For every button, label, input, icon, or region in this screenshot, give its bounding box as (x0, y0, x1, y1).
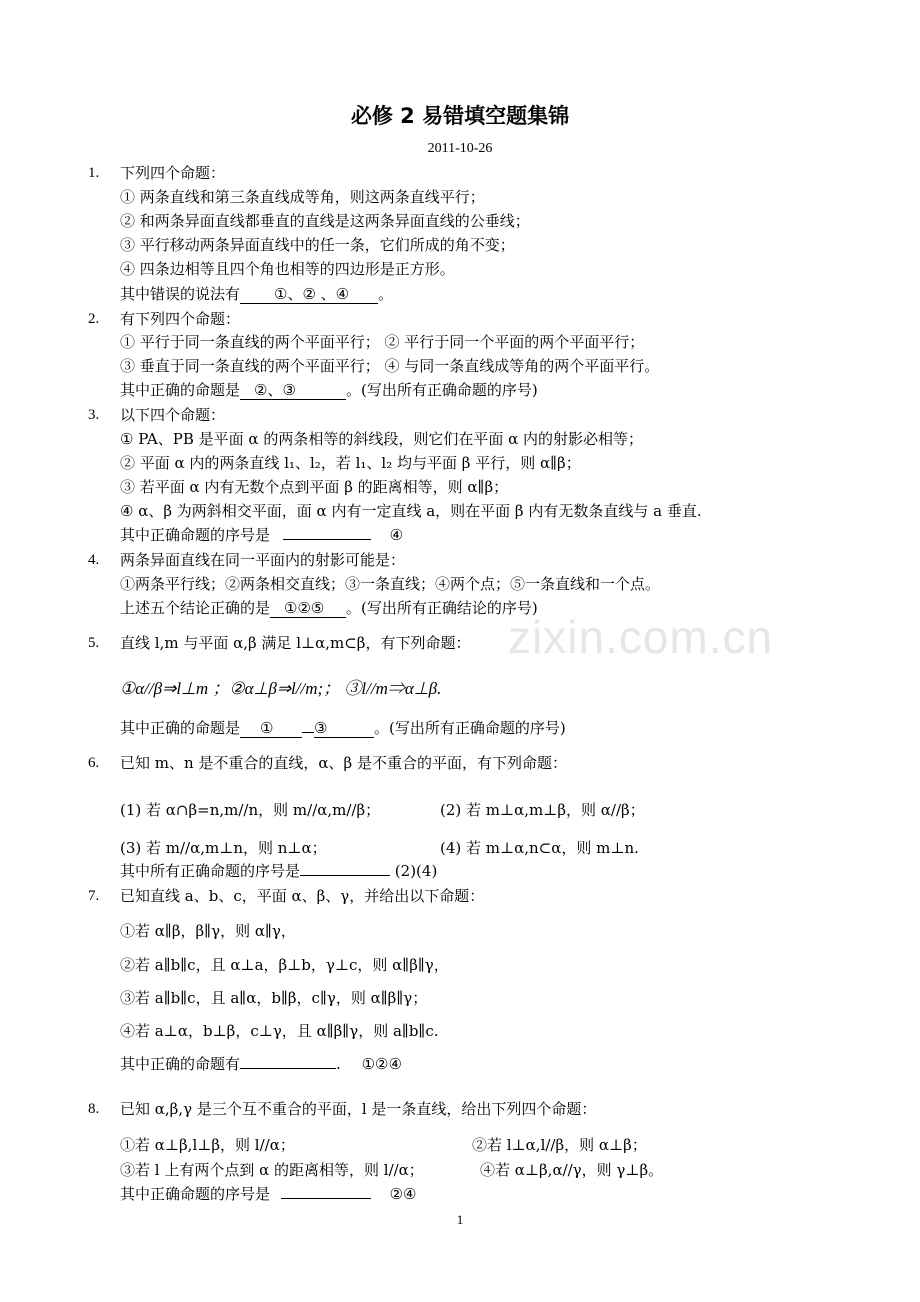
q5-answer-prefix: 其中正确的命题是 (120, 719, 241, 737)
q2-answer-suffix: 。(写出所有正确命题的序号) (346, 381, 538, 399)
q6-answer: (2)(4) (394, 862, 438, 880)
q6-answer-blank (300, 861, 390, 876)
q2-answer: ②、③ (240, 382, 346, 400)
page-date: 2011-10-26 (427, 141, 493, 156)
q2-stem: 有下列四个命题： (120, 310, 241, 328)
q1-stem: 下列四个命题： (120, 164, 226, 182)
q4-answer-line (120, 598, 538, 618)
q2-number: 2. (88, 311, 100, 327)
q8-answer-line (120, 1184, 416, 1204)
q7-number: 7. (88, 888, 100, 904)
q5-answer-1: ① (240, 720, 302, 738)
q3-answer: ④ (389, 526, 404, 544)
q3-stem: 以下四个命题： (120, 406, 226, 424)
q5-answer-2: ③ (314, 720, 374, 738)
q7-item-2: ②若 a∥b∥c，且 α⊥a，β⊥b，γ⊥c，则 α∥β∥γ， (120, 956, 449, 974)
q1-item-4: ④ 四条边相等且四个角也相等的四边形是正方形。 (120, 260, 455, 278)
q8-item-2: ②若 l⊥α,l//β，则 α⊥β； (472, 1136, 647, 1154)
page-title: 必修 2 易错填空题集锦 (350, 104, 570, 128)
q1-answer-prefix: 其中错误的说法有 (120, 285, 241, 303)
q3-number: 3. (88, 407, 100, 423)
q6-number: 6. (88, 755, 100, 771)
q6-answer-prefix: 其中所有正确命题的序号是 (120, 862, 301, 880)
page-number: 1 (456, 1212, 464, 1227)
q8-item-4: ④若 α⊥β,α//γ，则 γ⊥β。 (480, 1161, 664, 1179)
q4-stem: 两条异面直线在同一平面内的射影可能是： (120, 551, 406, 569)
q4-number: 4. (88, 552, 100, 568)
q3-answer-prefix: 其中正确命题的序号是 (120, 526, 271, 544)
q6-item-3: (3) 若 m//α,m⊥n，则 n⊥α； (120, 839, 327, 857)
q7-item-3: ③若 a∥b∥c，且 a∥α，b∥β，c∥γ，则 α∥β∥γ； (120, 989, 428, 1007)
q2-answer-line (120, 380, 538, 400)
q4-answer-prefix: 上述五个结论正确的是 (120, 599, 271, 617)
q7-stem: 已知直线 a、b、c，平面 α、β、γ，并给出以下命题： (120, 887, 485, 905)
q3-item-3: ③ 若平面 α 内有无数个点到平面 β 的距离相等，则 α∥β； (120, 478, 509, 496)
q7-item-1: ①若 α∥β，β∥γ，则 α∥γ， (120, 922, 296, 940)
q1-answer-suffix: 。 (378, 285, 394, 303)
q8-answer-prefix: 其中正确命题的序号是 (120, 1185, 271, 1203)
q6-answer-line (120, 861, 437, 881)
q8-stem: 已知 α,β,γ 是三个互不重合的平面，l 是一条直线，给出下列四个命题： (120, 1100, 597, 1118)
q4-item-1: ①两条平行线；②两条相交直线；③一条直线；④两个点；⑤一条直线和一个点。 (120, 575, 661, 593)
q3-item-1: ① PA、PB 是平面 α 的两条相等的斜线段，则它们在平面 α 内的射影必相等； (120, 430, 643, 448)
q4-answer-suffix: 。(写出所有正确结论的序号) (346, 599, 538, 617)
q7-answer: ①②④ (361, 1055, 402, 1073)
q1-answer-line (120, 284, 393, 304)
q5-answer-line (120, 718, 566, 738)
q8-answer: ②④ (389, 1185, 417, 1203)
q4-answer: ①②⑤ (270, 600, 346, 618)
q8-answer-blank (281, 1184, 371, 1199)
q8-number: 8. (88, 1101, 100, 1117)
q5-formula: ①α//β⇒l⊥m ；②α⊥β⇒l//m;； ③l//m⇒α⊥β. (120, 679, 442, 698)
q7-item-4: ④若 a⊥α，b⊥β，c⊥γ，且 α∥β∥γ，则 a∥b∥c. (120, 1022, 439, 1040)
q3-item-2: ② 平面 α 内的两条直线 l₁、l₂，若 l₁、l₂ 均与平面 β 平行，则 α∥β； (120, 454, 581, 472)
q3-answer-blank (283, 525, 371, 540)
q3-answer-line (120, 525, 403, 545)
q7-answer-prefix: 其中正确的命题有 (120, 1055, 241, 1073)
q5-stem: 直线 l,m 与平面 α,β 满足 l⊥α,m⊂β，有下列命题： (120, 634, 471, 652)
q1-item-3: ③ 平行移动两条异面直线中的任一条，它们所成的角不变； (120, 236, 515, 254)
q6-stem: 已知 m、n 是不重合的直线，α、β 是不重合的平面，有下列命题： (120, 754, 567, 772)
q2-item-1: ① 平行于同一条直线的两个平面平行； ② 平行于同一个平面的两个平面平行； (120, 333, 645, 351)
q5-answer-suffix: 。(写出所有正确命题的序号) (374, 719, 566, 737)
q1-answer: ①、② 、④ (240, 286, 378, 304)
q6-item-4: (4) 若 m⊥α,n⊂α，则 m⊥n. (440, 839, 639, 857)
q2-item-2: ③ 垂直于同一条直线的两个平面平行； ④ 与同一条直线成等角的两个平面平行。 (120, 357, 660, 375)
q2-answer-prefix: 其中正确的命题是 (120, 381, 241, 399)
q3-item-4: ④ α、β 为两斜相交平面，面 α 内有一定直线 a，则在平面 β 内有无数条直线与 a 垂直. (120, 502, 702, 520)
q7-answer-line: 其中正确的命题有 . ①②④ (120, 1055, 402, 1073)
q8-item-1: ①若 α⊥β,l⊥β，则 l//α； (120, 1136, 295, 1154)
q6-item-1: (1) 若 α∩β=n,m//n，则 m//α,m//β； (120, 801, 381, 819)
q6-item-2: (2) 若 m⊥α,m⊥β，则 α//β； (440, 801, 645, 819)
q5-number: 5. (88, 635, 100, 651)
q7-answer-blank (240, 1054, 336, 1069)
watermark: zixin.com.cn (508, 611, 774, 663)
q1-number: 1. (88, 165, 100, 181)
q1-item-1: ① 两条直线和第三条直线成等角，则这两条直线平行； (120, 188, 485, 206)
q8-item-3: ③若 l 上有两个点到 α 的距离相等，则 l//α； (120, 1161, 424, 1179)
q1-item-2: ② 和两条异面直线都垂直的直线是这两条异面直线的公垂线； (120, 212, 530, 230)
